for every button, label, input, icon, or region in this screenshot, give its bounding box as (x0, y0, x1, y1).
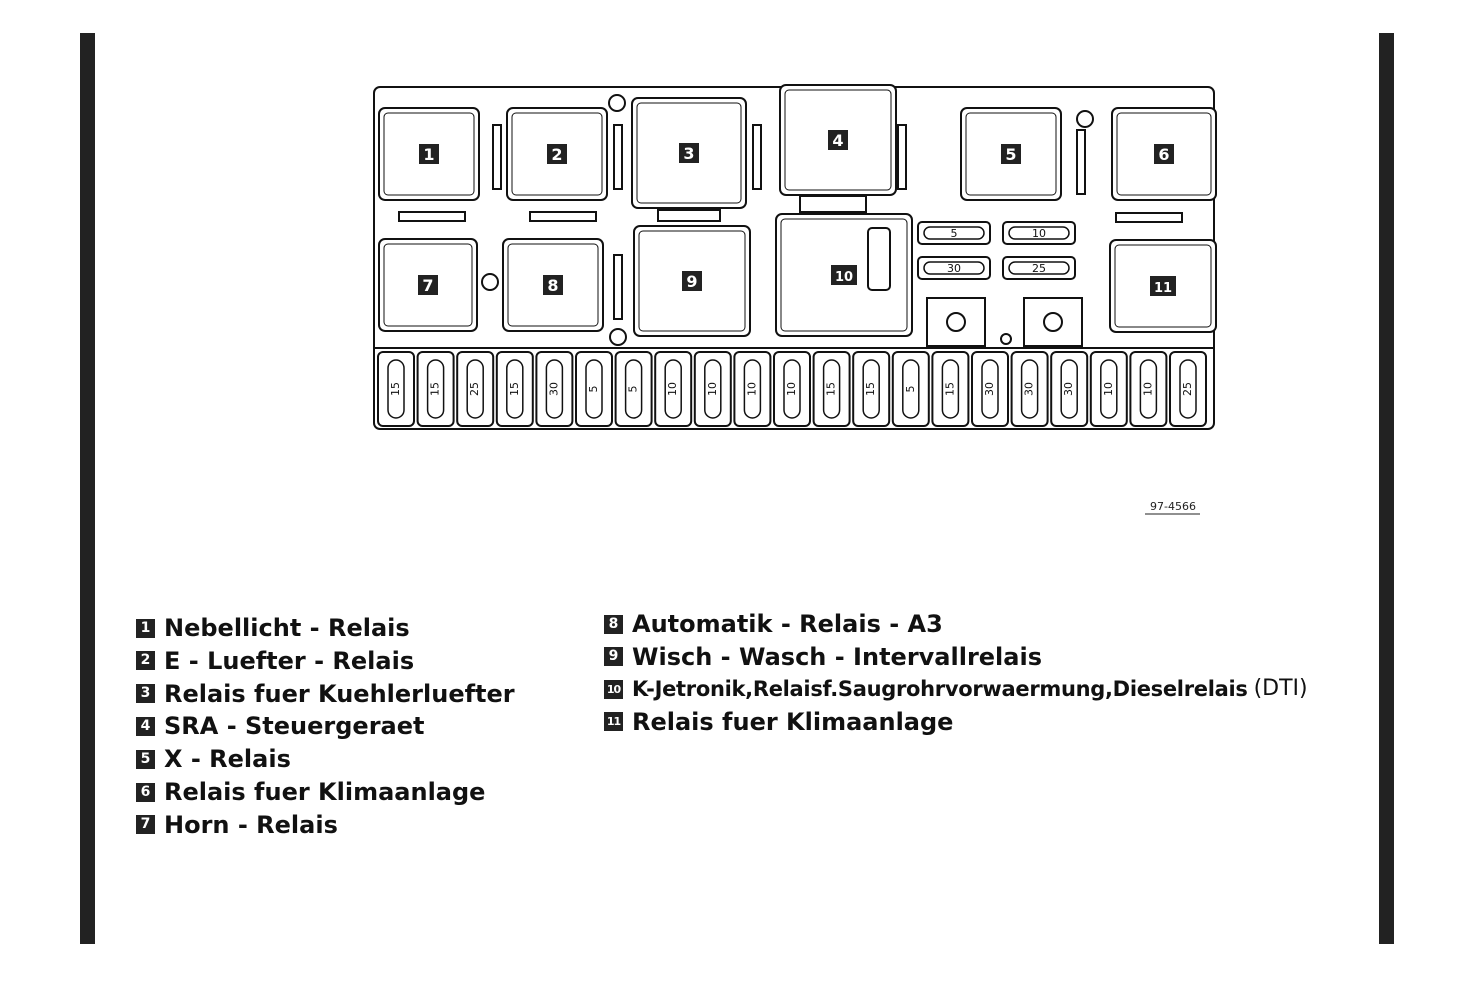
legend-number-badge: 9 (604, 647, 623, 666)
relay-number: 3 (683, 144, 695, 163)
mounting-hole (1001, 334, 1011, 344)
legend-item-3 (136, 679, 515, 708)
relay-2 (507, 108, 607, 200)
bottom-fuse-rating: 15 (824, 382, 838, 396)
legend-label: Relais fuer Klimaanlage (164, 778, 486, 806)
relay-11 (1110, 240, 1216, 332)
relay-number: 11 (1153, 281, 1173, 296)
socket-pin (947, 313, 965, 331)
legend-number-badge: 8 (604, 615, 623, 634)
legend-label: K-Jetronik,Relaisf.Saugrohrvorwaermung,Dieselrelais (632, 677, 1248, 701)
socket (927, 298, 985, 346)
legend-item-5 (136, 745, 291, 774)
bottom-fuse-rating: 5 (587, 385, 600, 393)
relay-6 (1112, 108, 1216, 200)
legend-label: E - Luefter - Relais (164, 646, 415, 675)
bottom-fuse-12 (814, 352, 850, 426)
socket (1024, 298, 1082, 346)
socket-pin (1044, 313, 1062, 331)
relay-number: 9 (686, 272, 698, 291)
upper-fuse-rating: 5 (950, 227, 958, 240)
legend-item-6 (136, 780, 485, 804)
upper-fuse-1 (918, 222, 990, 244)
bottom-fuse-rating: 15 (507, 382, 521, 396)
relay-number: 8 (547, 276, 559, 295)
slot (1077, 130, 1085, 194)
bottom-fuse-rating: 10 (1101, 382, 1115, 396)
upper-fuse-rating: 30 (947, 262, 961, 275)
bottom-fuse-rating: 10 (705, 382, 719, 396)
mounting-hole (610, 329, 626, 345)
legend-number-badge: 4 (136, 717, 155, 736)
legend-item-1 (136, 616, 410, 640)
bottom-fuse-rating: 25 (468, 382, 482, 396)
bottom-fuse-7 (616, 352, 652, 426)
bottom-fuse-19 (1091, 352, 1127, 426)
mounting-hole (1077, 111, 1093, 127)
legend-label: X - Relais (164, 745, 291, 774)
bottom-fuse-rating: 15 (428, 382, 442, 396)
upper-fuse-rating: 25 (1032, 262, 1046, 275)
legend-item-8 (604, 612, 943, 636)
bottom-fuse-17 (1012, 352, 1048, 426)
relay-8 (503, 239, 603, 331)
bottom-fuse-21 (1170, 352, 1206, 426)
relay-7 (379, 239, 477, 331)
bottom-fuse-3 (457, 352, 493, 426)
legend-label: Relais fuer Klimaanlage (632, 707, 954, 736)
legend-label: Automatik - Relais - A3 (632, 610, 943, 638)
bottom-fuse-2 (418, 352, 454, 426)
relay-number: 7 (422, 276, 434, 295)
bottom-fuse-20 (1130, 352, 1166, 426)
legend-item-11 (604, 707, 954, 736)
bottom-fuse-14 (893, 352, 929, 426)
relay-4 (780, 85, 896, 195)
slot (493, 125, 501, 189)
legend-label: Relais fuer Kuehlerluefter (164, 679, 515, 708)
legend-item-10 (604, 677, 1308, 701)
legend-item-2 (136, 646, 415, 675)
relay-number: 2 (551, 145, 563, 164)
legend-item-9 (604, 642, 1042, 671)
bottom-fuse-1 (378, 352, 414, 426)
bottom-fuse-10 (734, 352, 770, 426)
bottom-fuse-rating: 30 (547, 382, 561, 396)
bottom-fuse-11 (774, 352, 810, 426)
bottom-fuse-13 (853, 352, 889, 426)
legend-number-badge: 6 (136, 783, 155, 802)
relay-1 (379, 108, 479, 200)
bottom-fuse-rating: 10 (745, 382, 759, 396)
slot (800, 196, 866, 212)
figure-reference: 97-4566 (1150, 500, 1196, 513)
legend-label: SRA - Steuergeraet (164, 712, 425, 741)
slot (1116, 213, 1182, 222)
slot (399, 212, 465, 221)
bottom-fuse-rating: 5 (626, 385, 640, 393)
bottom-fuse-9 (695, 352, 731, 426)
relay-number: 1 (423, 145, 435, 164)
upper-fuse-4 (1003, 257, 1075, 279)
mounting-hole (609, 95, 625, 111)
bottom-fuse-rating: 10 (1141, 382, 1155, 396)
relay-number: 5 (1005, 145, 1017, 164)
bottom-fuse-18 (1051, 352, 1087, 426)
legend-number-badge: 2 (136, 651, 155, 670)
slot (753, 125, 761, 189)
relay-10 (776, 214, 912, 336)
bottom-fuse-rating: 15 (864, 382, 878, 396)
legend-number-badge: 3 (136, 684, 155, 703)
bottom-fuse-6 (576, 352, 612, 426)
bottom-fuse-rating: 30 (1062, 382, 1076, 396)
slot (898, 125, 906, 189)
bottom-fuse-8 (655, 352, 691, 426)
slot (530, 212, 596, 221)
legend-item-7 (136, 810, 338, 839)
upper-fuse-rating: 10 (1032, 227, 1046, 240)
legend-number-badge: 5 (136, 750, 155, 769)
relay-number: 10 (834, 270, 854, 285)
legend-suffix: (DTI) (1253, 676, 1308, 701)
bottom-fuse-rating: 5 (903, 385, 917, 393)
upper-fuse-2 (1003, 222, 1075, 244)
mounting-hole (482, 274, 498, 290)
bottom-fuse-16 (972, 352, 1008, 426)
bottom-fuse-rating: 30 (983, 382, 996, 396)
bottom-fuse-rating: 25 (1181, 382, 1194, 396)
relay-3 (632, 98, 746, 208)
upper-fuse-3 (918, 257, 990, 279)
legend-number-badge: 7 (136, 815, 155, 834)
legend-number-badge: 10 (604, 680, 623, 699)
legend-number-badge: 11 (604, 712, 623, 731)
slot (614, 255, 622, 319)
legend-label: Nebellicht - Relais (164, 614, 410, 642)
legend-label: Horn - Relais (164, 810, 338, 839)
bottom-fuse-rating: 10 (666, 382, 680, 396)
bottom-fuse-rating: 10 (785, 382, 798, 396)
bottom-fuse-rating: 15 (389, 382, 402, 396)
relay-5 (961, 108, 1061, 200)
slot (614, 125, 622, 189)
bottom-fuse-15 (932, 352, 968, 426)
bottom-fuse-rating: 30 (1022, 382, 1036, 396)
legend-item-4 (136, 712, 425, 741)
slot (658, 210, 720, 221)
relay-9 (634, 226, 750, 336)
bottom-fuse-rating: 15 (943, 382, 957, 396)
relay-number: 4 (832, 131, 844, 150)
bottom-fuse-5 (536, 352, 572, 426)
bottom-fuse-4 (497, 352, 533, 426)
legend-label: Wisch - Wasch - Intervallrelais (632, 642, 1042, 671)
relay-number: 6 (1158, 145, 1170, 164)
legend-number-badge: 1 (136, 619, 155, 638)
